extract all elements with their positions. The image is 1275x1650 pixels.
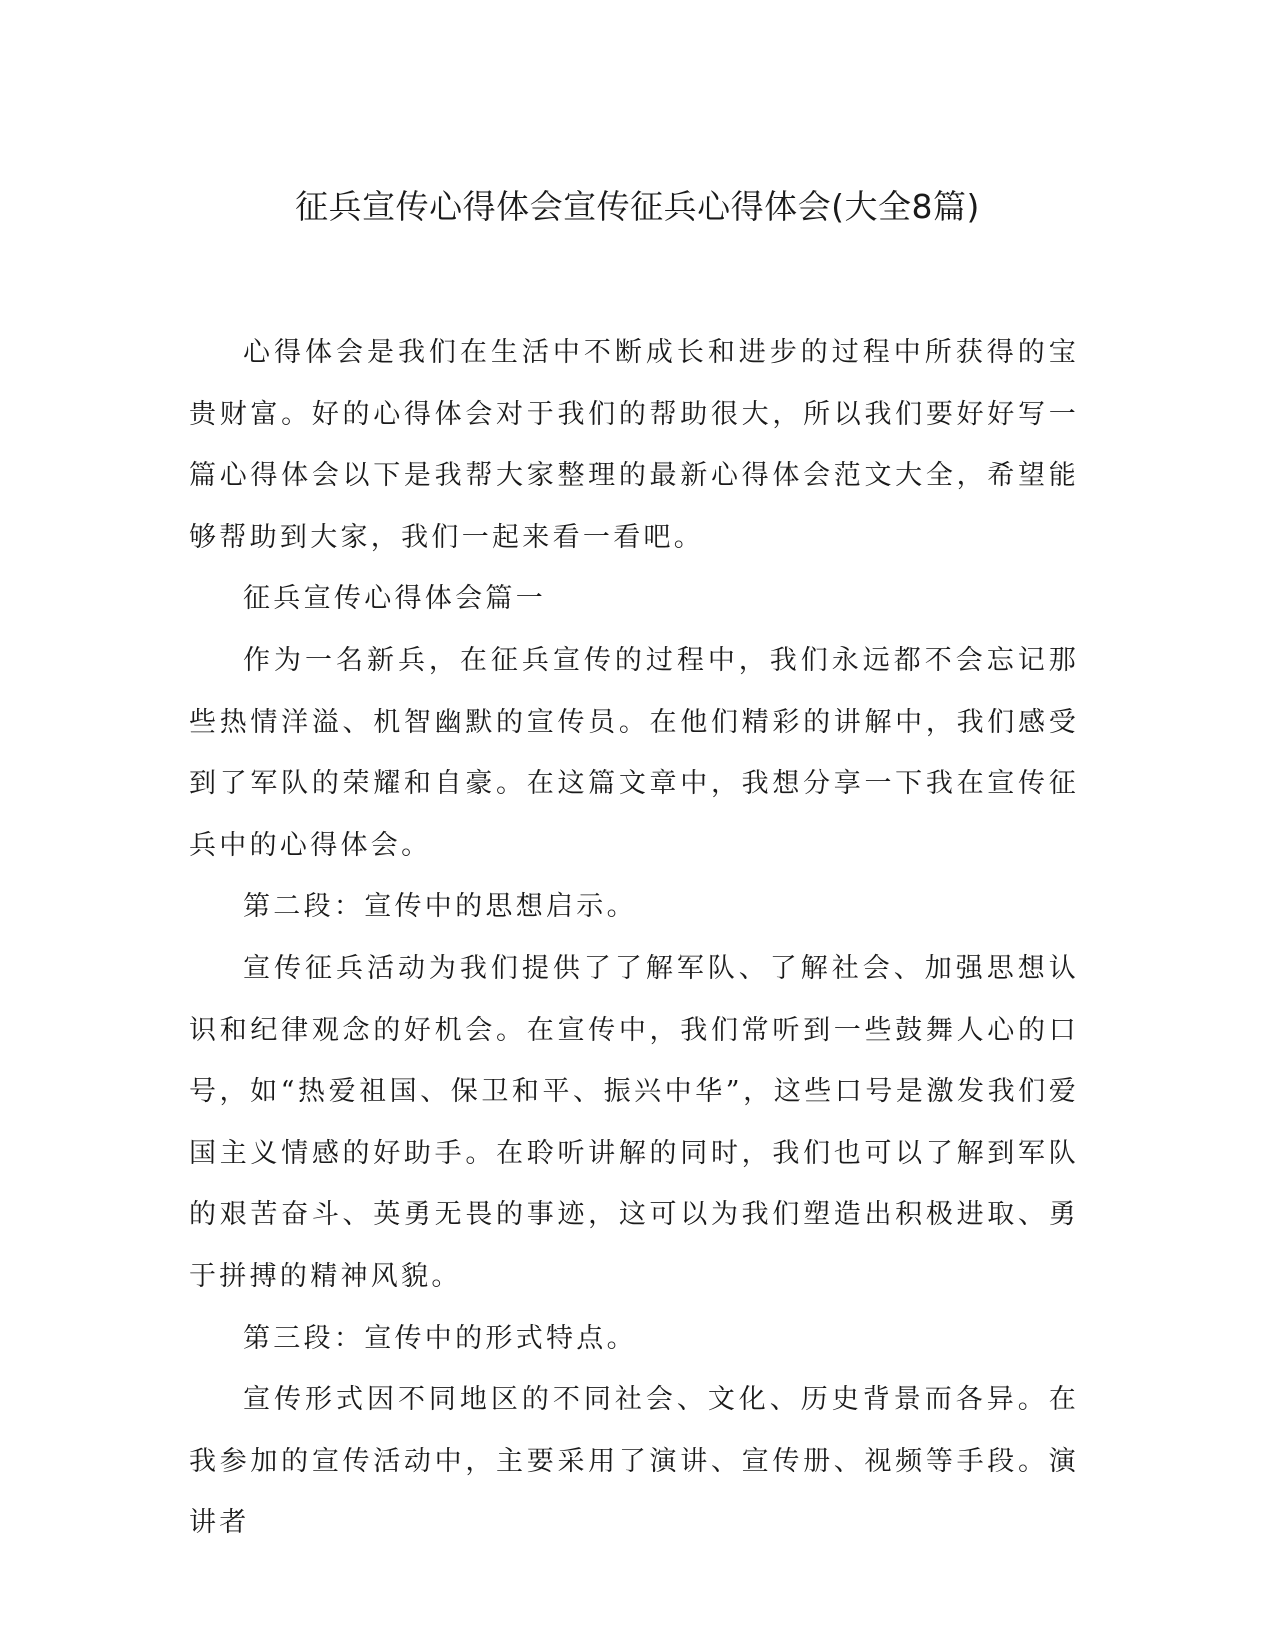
section-heading-part-one: 征兵宣传心得体会篇一 (243, 583, 546, 615)
section-heading-second: 第二段：宣传中的思想启示。 (243, 891, 637, 923)
section-heading-third: 第三段：宣传中的形式特点。 (243, 1322, 637, 1354)
body-paragraph: 宣传征兵活动为我们提供了了解军队、了解社会、加强思想认识和纪律观念的好机会。在宣传中，我们常听到一些鼓舞人心的口号，如“热爱祖国、保卫和平、振兴中华”，这些口号是激发我们爱国主义情感的好助手。在聆听讲解的同时，我们也可以了解到军队的艰苦奋斗、英勇无畏的事迹，这可以为我们塑造出积极进取、勇于拼搏的精神风貌。 (189, 952, 1079, 1292)
document-body (189, 322, 1079, 1554)
document-title: 征兵宣传心得体会宣传征兵心得体会(大全8篇) (295, 187, 980, 226)
intro-paragraph: 心得体会是我们在生活中不断成长和进步的过程中所获得的宝贵财富。好的心得体会对于我们的帮助很大，所以我们要好好写一篇心得体会以下是我帮大家整理的最新心得体会范文大全，希望能够帮助到大家，我们一起来看一看吧。 (189, 337, 1079, 553)
body-paragraph: 作为一名新兵，在征兵宣传的过程中，我们永远都不会忘记那些热情洋溢、机智幽默的宣传员。在他们精彩的讲解中，我们感受到了军队的荣耀和自豪。在这篇文章中，我想分享一下我在宣传征兵中的心得体会。 (189, 644, 1079, 861)
body-paragraph: 宣传形式因不同地区的不同社会、文化、历史背景而各异。在我参加的宣传活动中，主要采用了演讲、宣传册、视频等手段。演讲者 (189, 1384, 1079, 1539)
